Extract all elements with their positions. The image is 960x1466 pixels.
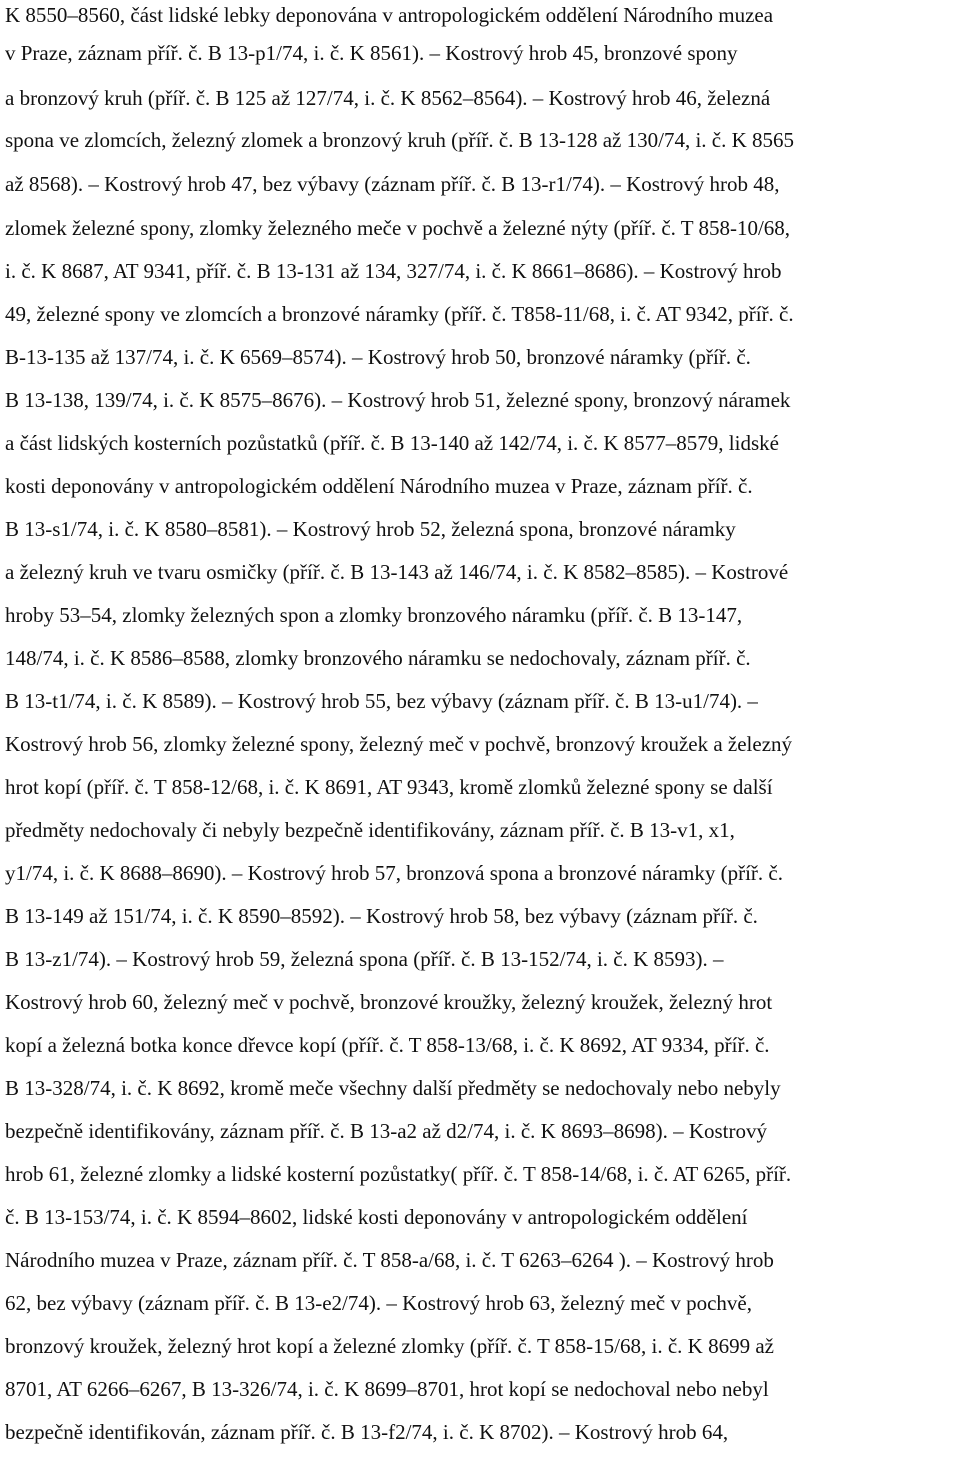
- text-line-25: kopí a železná botka konce dřevce kopí (příř. č. T 858-13/68, i. č. K 8692, AT 9334, příř. č.: [5, 1033, 770, 1057]
- text-line-32: bronzový kroužek, železný hrot kopí a železné zlomky (příř. č. T 858-15/68, i. č. K 8699 až: [5, 1334, 774, 1358]
- text-line-30: Národního muzea v Praze, záznam příř. č. T 858-a/68, i. č. T 6263–6264 ). – Kostrový hrob: [5, 1248, 774, 1272]
- text-line-14: a železný kruh ve tvaru osmičky (příř. č. B 13-143 až 146/74, i. č. K 8582–8585). – Kostrové: [5, 560, 789, 584]
- text-line-29: č. B 13-153/74, i. č. K 8594–8602, lidské kosti deponovány v antropologickém oddělení: [5, 1205, 748, 1229]
- text-line-9: B-13-135 až 137/74, i. č. K 6569–8574). – Kostrový hrob 50, bronzové náramky (příř. č.: [5, 345, 751, 369]
- text-line-27: bezpečně identifikovány, záznam příř. č. B 13-a2 až d2/74, i. č. K 8693–8698). – Kostrový: [5, 1119, 767, 1143]
- text-line-17: B 13-t1/74, i. č. K 8589). – Kostrový hrob 55, bez výbavy (záznam příř. č. B 13-u1/74). –: [5, 689, 758, 713]
- text-line-3: a bronzový kruh (příř. č. B 125 až 127/74, i. č. K 8562–8564). – Kostrový hrob 46, železná: [5, 86, 771, 110]
- text-line-24: Kostrový hrob 60, železný meč v pochvě, bronzové kroužky, železný kroužek, železný hrot: [5, 990, 773, 1014]
- text-line-10: B 13-138, 139/74, i. č. K 8575–8676). – Kostrový hrob 51, železné spony, bronzový náramek: [5, 388, 791, 412]
- text-line-31: 62, bez výbavy (záznam příř. č. B 13-e2/74). – Kostrový hrob 63, železný meč v pochvě,: [5, 1291, 753, 1315]
- text-line-33: 8701, AT 6266–6267, B 13-326/74, i. č. K 8699–8701, hrot kopí se nedochoval nebo nebyl: [5, 1377, 769, 1401]
- text-line-34: bezpečně identifikován, záznam příř. č. B 13-f2/74, i. č. K 8702). – Kostrový hrob 64,: [5, 1420, 729, 1444]
- text-line-21: y1/74, i. č. K 8688–8690). – Kostrový hrob 57, bronzová spona a bronzové náramky (příř. č.: [5, 861, 783, 885]
- text-line-2: v Praze, záznam příř. č. B 13-p1/74, i. č. K 8561). – Kostrový hrob 45, bronzové spony: [5, 41, 738, 65]
- text-line-4: spona ve zlomcích, železný zlomek a bronzový kruh (příř. č. B 13-128 až 130/74, i. č. K 8565: [5, 128, 795, 152]
- text-line-19: hrot kopí (příř. č. T 858-12/68, i. č. K 8691, AT 9343, kromě zlomků železné spony se další: [5, 775, 773, 799]
- text-line-22: B 13-149 až 151/74, i. č. K 8590–8592). – Kostrový hrob 58, bez výbavy (záznam příř. č.: [5, 904, 758, 928]
- text-line-11: a část lidských kosterních pozůstatků (příř. č. B 13-140 až 142/74, i. č. K 8577–8579, lidské: [5, 431, 779, 455]
- text-line-18: Kostrový hrob 56, zlomky železné spony, železný meč v pochvě, bronzový kroužek a železný: [5, 732, 793, 756]
- text-line-16: 148/74, i. č. K 8586–8588, zlomky bronzového náramku se nedochovaly, záznam příř. č.: [5, 646, 751, 670]
- text-line-20: předměty nedochovaly či nebyly bezpečně identifikovány, záznam příř. č. B 13-v1, x1,: [5, 818, 735, 842]
- text-line-1: K 8550–8560, část lidské lebky deponována v antropologickém oddělení Národního muzea: [5, 3, 774, 27]
- text-line-5: až 8568). – Kostrový hrob 47, bez výbavy (záznam příř. č. B 13-r1/74). – Kostrový hrob 48,: [5, 172, 780, 196]
- text-line-8: 49, železné spony ve zlomcích a bronzové náramky (příř. č. T858-11/68, i. č. AT 9342, příř. č.: [5, 302, 794, 326]
- text-line-12: kosti deponovány v antropologickém oddělení Národního muzea v Praze, záznam příř. č.: [5, 474, 753, 498]
- text-line-6: zlomek železné spony, zlomky železného meče v pochvě a železné nýty (příř. č. T 858-10/68,: [5, 216, 791, 240]
- text-line-13: B 13-s1/74, i. č. K 8580–8581). – Kostrový hrob 52, železná spona, bronzové náramky: [5, 517, 736, 541]
- text-line-15: hroby 53–54, zlomky železných spon a zlomky bronzového náramku (příř. č. B 13-147,: [5, 603, 743, 627]
- text-line-7: i. č. K 8687, AT 9341, příř. č. B 13-131 až 134, 327/74, i. č. K 8661–8686). – Kostrový hrob: [5, 259, 782, 283]
- text-line-28: hrob 61, železné zlomky a lidské kosterní pozůstatky( příř. č. T 858-14/68, i. č. AT 6265, příř.: [5, 1162, 792, 1186]
- text-line-23: B 13-z1/74). – Kostrový hrob 59, železná spona (příř. č. B 13-152/74, i. č. K 8593). –: [5, 947, 724, 971]
- text-line-26: B 13-328/74, i. č. K 8692, kromě meče všechny další předměty se nedochovaly nebo nebyly: [5, 1076, 781, 1100]
